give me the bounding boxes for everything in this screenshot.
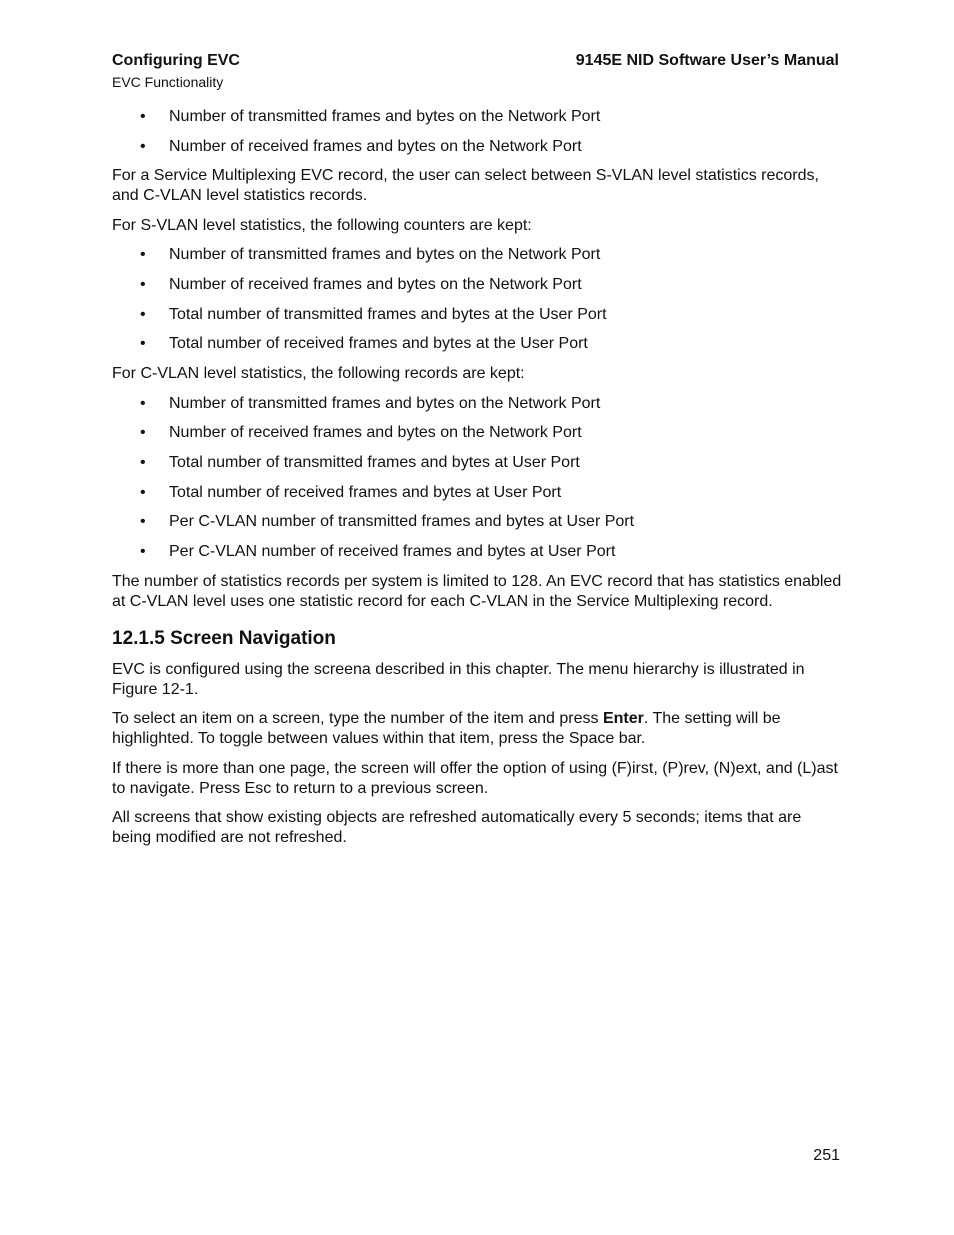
- bullet-icon: •: [140, 543, 146, 561]
- list-item: [112, 334, 842, 354]
- bullet-icon: •: [140, 394, 146, 412]
- bullet-icon: •: [140, 424, 146, 442]
- bullet-icon: •: [140, 276, 146, 294]
- list-item-text: Number of received frames and bytes on the Network Port: [169, 137, 582, 155]
- bullet-icon: •: [140, 513, 146, 531]
- list-item: [112, 394, 842, 414]
- list-item: [112, 483, 842, 503]
- svlan-intro-paragraph: For S-VLAN level statistics, the following counters are kept:: [112, 216, 532, 234]
- list-item-text: Total number of received frames and bytes at the User Port: [169, 335, 588, 353]
- network-counters-list: [112, 107, 842, 157]
- list-item-text: Per C-VLAN number of transmitted frames and bytes at User Port: [169, 513, 635, 531]
- list-item-text: Total number of transmitted frames and bytes at the User Port: [169, 305, 607, 323]
- list-item-text: Number of received frames and bytes on the Network Port: [169, 276, 582, 294]
- bullet-icon: •: [140, 246, 146, 264]
- bullet-icon: •: [140, 305, 146, 323]
- select-item-paragraph: [112, 709, 842, 749]
- list-item-text: Number of transmitted frames and bytes on the Network Port: [169, 108, 601, 125]
- select-item-text: To select an item on a screen, type the number of the item and press: [112, 710, 603, 728]
- bullet-icon: •: [140, 108, 146, 125]
- section-heading: 12.1.5 Screen Navigation: [112, 627, 336, 649]
- list-item-text: Number of received frames and bytes on the Network Port: [169, 424, 582, 442]
- list-item: [112, 305, 842, 325]
- list-item: [112, 137, 842, 157]
- list-item: [112, 275, 842, 295]
- configured-paragraph: EVC is configured using the screena described in this chapter. The menu hierarchy is illustrated in Figure 12-1.: [112, 660, 805, 698]
- list-item-text: Total number of received frames and bytes at User Port: [169, 483, 562, 501]
- bullet-icon: •: [140, 137, 146, 155]
- header-chapter-title: Configuring EVC: [112, 52, 240, 69]
- cvlan-records-list: [112, 394, 842, 562]
- list-item: [112, 512, 842, 532]
- list-item: [112, 542, 842, 562]
- select-item-text-rest: . The setting will be highlighted. To toggle between values within that item, press the Space bar.: [112, 710, 781, 748]
- page-body: [112, 107, 842, 858]
- bullet-icon: •: [140, 454, 146, 471]
- cvlan-intro-paragraph: For C-VLAN level statistics, the following records are kept:: [112, 365, 525, 383]
- list-item: [112, 245, 842, 265]
- header-manual-title: 9145E NID Software User’s Manual: [575, 52, 839, 69]
- records-limit-paragraph: The number of statistics records per system is limited to 128. An EVC record that has statistics enabled at C-VLAN level uses one statistic record for each C-VLAN in the Service Multiplexing record.: [112, 572, 842, 610]
- list-item: [112, 423, 842, 443]
- bullet-icon: •: [140, 483, 146, 501]
- list-item-text: Number of transmitted frames and bytes on the Network Port: [169, 246, 601, 264]
- svlan-counters-list: [112, 245, 842, 354]
- list-item: [112, 107, 842, 127]
- bullet-icon: •: [140, 335, 146, 353]
- header-section-title: EVC Functionality: [112, 74, 224, 90]
- refresh-paragraph: All screens that show existing objects are refreshed automatically every 5 seconds; items that are being modified are not refreshed.: [112, 809, 802, 847]
- list-item: [112, 453, 842, 473]
- list-item-text: Per C-VLAN number of received frames and bytes at User Port: [169, 543, 616, 561]
- enter-key-label: Enter: [602, 710, 644, 728]
- page-number: 251: [813, 1147, 840, 1164]
- list-item-text: Total number of transmitted frames and bytes at User Port: [169, 454, 580, 471]
- list-item-text: Number of transmitted frames and bytes on the Network Port: [169, 394, 601, 412]
- service-multiplexing-paragraph: For a Service Multiplexing EVC record, the user can select between S-VLAN level statistics records, and C-VLAN level statistics records.: [112, 167, 819, 205]
- pagination-paragraph: If there is more than one page, the screen will offer the option of using (F)irst, (P)rev, (N)ext, and (L)ast to navigate. Press Esc to return to a previous screen.: [112, 759, 838, 797]
- running-header-left: [112, 51, 240, 92]
